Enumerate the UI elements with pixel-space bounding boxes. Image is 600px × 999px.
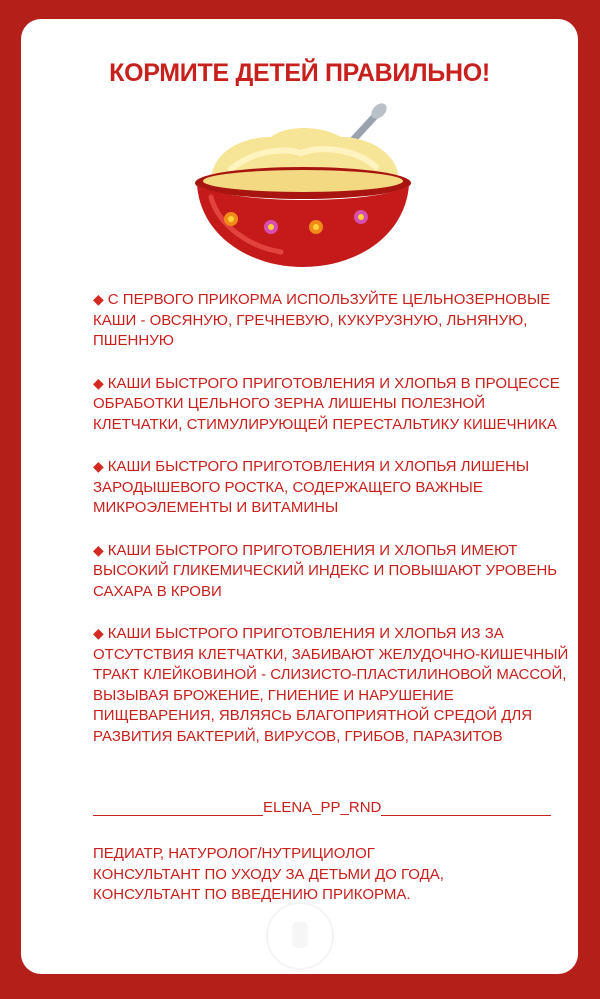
list-item: ◆ КАШИ БЫСТРОГО ПРИГОТОВЛЕНИЯ И ХЛОПЬЯ ИЗ ЗА ОТСУТСТВИЯ КЛЕТЧАТКИ, ЗАБИВАЮТ ЖЕЛУДОЧНО-КИШЕЧНЫЙ ТРАКТ КЛЕЙКОВИНОЙ - СЛИЗИСТО-ПЛАСТИЛИНОВОЙ МАССОЙ, ВЫЗЫВАЯ БРОЖЕНИЕ, ГНИЕНИЕ И НАРУШЕНИЕ ПИЩЕВАРЕНИЯ, ЯВЛЯЯСЬ БЛАГОПРИЯТНОЙ СРЕДОЙ ДЛЯ РАЗВИТИЯ БАКТЕРИЙ, ВИРУСОВ, ГРИБОВ, ПАРАЗИТОВ: [93, 625, 569, 745]
diamond-icon: ◆: [93, 458, 104, 474]
advice-list: [93, 289, 573, 768]
author-credentials: ПЕДИАТР, НАТУРОЛОГ/НУТРИЦИОЛОГ КОНСУЛЬТАНТ ПО УХОДУ ЗА ДЕТЬМИ ДО ГОДА, КОНСУЛЬТАНТ ПО ВВЕДЕНИЮ ПРИКОРМА.: [93, 845, 444, 903]
diamond-icon: ◆: [93, 291, 104, 307]
list-item: ◆ КАШИ БЫСТРОГО ПРИГОТОВЛЕНИЯ И ХЛОПЬЯ ИМЕЮТ ВЫСОКИЙ ГЛИКЕМИЧЕСКИЙ ИНДЕКС И ПОВЫШАЮТ УРОВЕНЬ САХАРА В КРОВИ: [93, 541, 558, 600]
diamond-icon: ◆: [93, 625, 104, 641]
signature-line: [93, 799, 561, 816]
list-item: ◆ С ПЕРВОГО ПРИКОРМА ИСПОЛЬЗУЙТЕ ЦЕЛЬНОЗЕРНОВЫЕ КАШИ - ОВСЯНУЮ, ГРЕЧНЕВУЮ, КУКУРУЗНУЮ, ЛЬНЯНУЮ, ПШЕННУЮ: [93, 291, 551, 349]
list-item: ◆ КАШИ БЫСТРОГО ПРИГОТОВЛЕНИЯ И ХЛОПЬЯ ЛИШЕНЫ ЗАРОДЫШЕВОГО РОСТКА, СОДЕРЖАЩЕГО ВАЖНЫЕ МИКРОЭЛЕМЕНТЫ И ВИТАМИНЫ: [93, 458, 530, 516]
author-handle: ELENA_PP_RND: [263, 799, 382, 816]
post-card: [21, 19, 578, 974]
porridge-bowl-icon: [171, 97, 431, 277]
diamond-icon: ◆: [93, 541, 104, 558]
watermark-icon: [266, 902, 334, 970]
list-item: ◆ КАШИ БЫСТРОГО ПРИГОТОВЛЕНИЯ И ХЛОПЬЯ В ПРОЦЕССЕ ОБРАБОТКИ ЦЕЛЬНОГО ЗЕРНА ЛИШЕНЫ ПОЛЕЗНОЙ КЛЕТЧАТКИ, СТИМУЛИРУЮЩЕЙ ПЕРЕСТАЛЬТИКУ КИШЕЧНИКА: [93, 374, 560, 433]
diamond-icon: ◆: [93, 374, 104, 391]
divider: [381, 801, 551, 816]
page-title: КОРМИТЕ ДЕТЕЙ ПРАВИЛЬНО!: [109, 59, 490, 87]
divider: [93, 801, 263, 816]
